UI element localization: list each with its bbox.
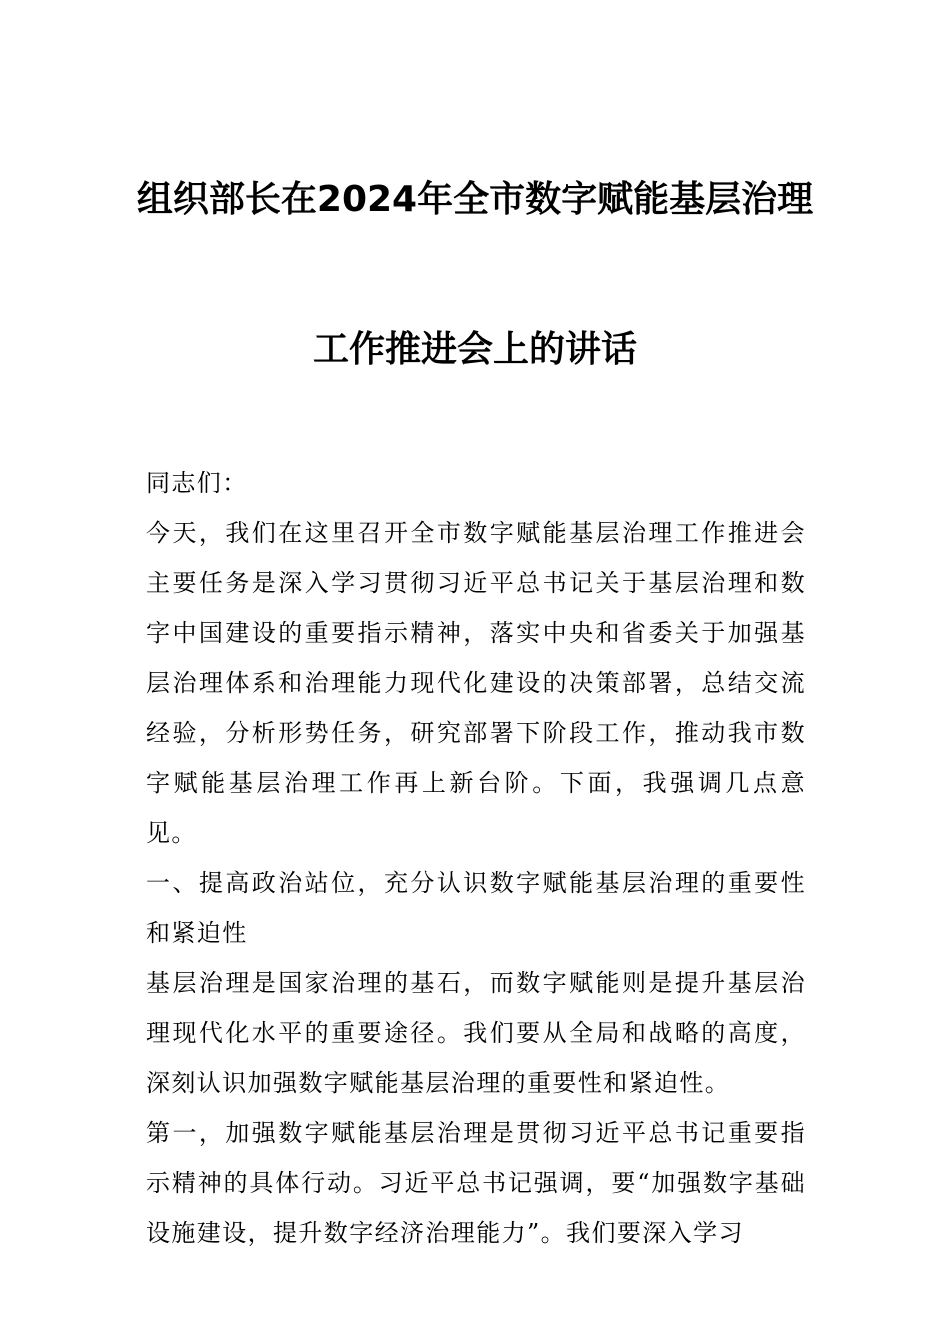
document-body [146, 458, 806, 1258]
salutation: 同志们： [146, 469, 248, 497]
document-title-line-2: 工作推进会上的讲话 [312, 329, 637, 370]
section-heading-1: 一、提高政治站位，充分认识数字赋能基层治理的重要性和紧迫性 [146, 869, 806, 947]
paragraph-point-1: 第一，加强数字赋能基层治理是贯彻习近平总书记重要指示精神的具体行动。习近平总书记强调，要“加强数字基础设施建设，提升数字经济治理能力”。我们要深入学习 [146, 1119, 806, 1247]
document-title-line-1: 组织部长在2024年全市数字赋能基层治理 [136, 179, 814, 220]
paragraph-section-1: 基层治理是国家治理的基石，而数字赋能则是提升基层治理现代化水平的重要途径。我们要从全局和战略的高度，深刻认识加强数字赋能基层治理的重要性和紧迫性。 [146, 969, 806, 1097]
paragraph-intro: 今天，我们在这里召开全市数字赋能基层治理工作推进会主要任务是深入学习贯彻习近平总书记关于基层治理和数字中国建设的重要指示精神，落实中央和省委关于加强基层治理体系和治理能力现代化建设的决策部署，总结交流经验，分析形势任务，研究部署下阶段工作，推动我市数字赋能基层治理工作再上新台阶。下面，我强调几点意见。 [146, 519, 806, 847]
